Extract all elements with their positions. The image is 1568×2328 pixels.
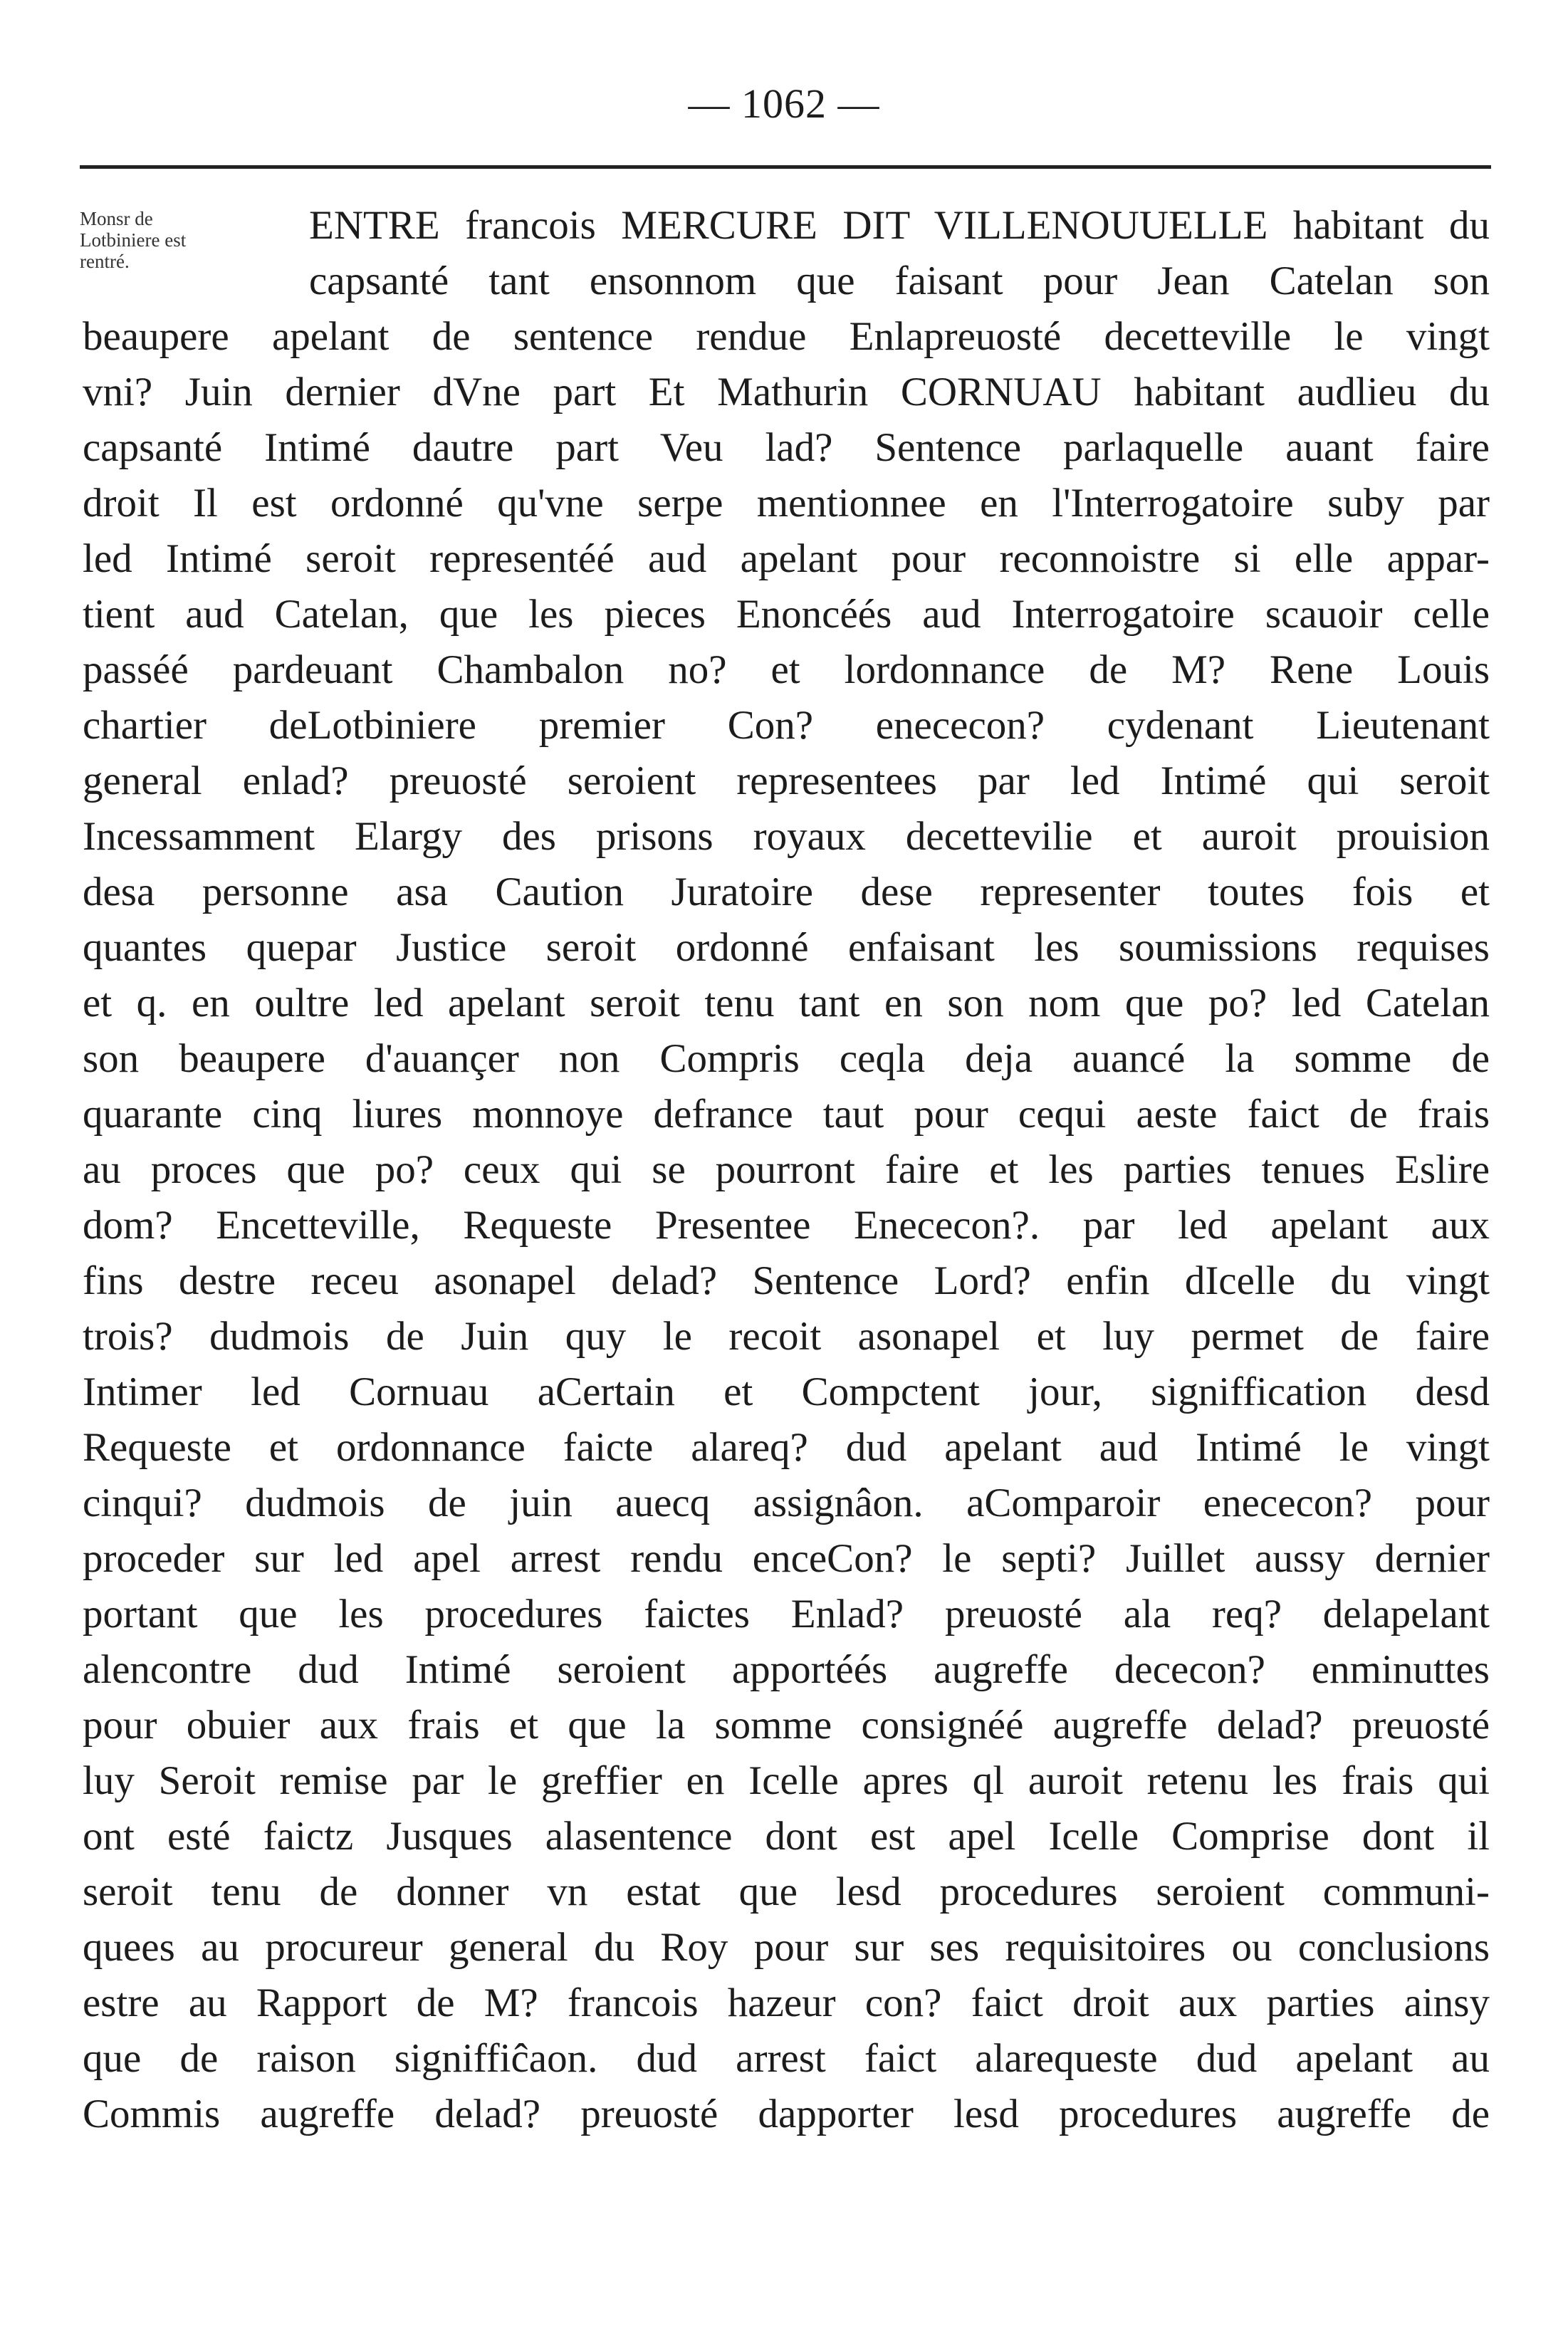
- margin-note-line: Monsr de: [80, 208, 153, 229]
- text-line: chartier deLotbiniere premier Con? enececon? cydenant Lieutenant: [83, 703, 1490, 748]
- text-line: pour obuier aux frais et que la somme consignéé augreffe delad? preuosté: [83, 1703, 1490, 1748]
- text-line: Incessamment Elargy des prisons royaux decettevilie et auroit prouision: [83, 814, 1490, 859]
- text-line: capsanté Intimé dautre part Veu lad? Sentence parlaquelle auant faire: [83, 425, 1490, 470]
- text-line: quantes quepar Justice seroit ordonné enfaisant les soumissions requises: [83, 925, 1490, 970]
- text-line: ont esté faictz Jusques alasentence dont est apel Icelle Comprise dont il: [83, 1814, 1490, 1859]
- text-line: seroit tenu de donner vn estat que lesd procedures seroient communi-: [83, 1869, 1490, 1914]
- text-line: fins destre receu asonapel delad? Sentence Lord? enfin dIcelle du vingt: [83, 1258, 1490, 1303]
- text-line: que de raison signiffiĉaon. dud arrest faict alarequeste dud apelant au: [83, 2036, 1490, 2081]
- text-line: dom? Encetteville, Requeste Presentee Enececon?. par led apelant aux: [83, 1203, 1490, 1248]
- text-line: son beaupere d'auançer non Compris ceqla deja auancé la somme de: [83, 1036, 1490, 1081]
- text-line: Intimer led Cornuau aCertain et Compctent jour, signiffication desd: [83, 1369, 1490, 1414]
- text-line: desa personne asa Caution Juratoire dese representer toutes fois et: [83, 870, 1490, 914]
- text-line: capsanté tant ensonnom que faisant pour Jean Catelan son: [309, 259, 1490, 303]
- text-line: droit Il est ordonné qu'vne serpe mentionnee en l'Interrogatoire suby par: [83, 481, 1490, 526]
- text-line: passéé pardeuant Chambalon no? et lordonnance de M? Rene Louis: [83, 647, 1490, 692]
- text-line: luy Seroit remise par le greffier en Icelle apres ql auroit retenu les frais qui: [83, 1758, 1490, 1803]
- text-line: trois? dudmois de Juin quy le recoit asonapel et luy permet de faire: [83, 1314, 1490, 1359]
- text-line: alencontre dud Intimé seroient apportéés augreffe dececon? enminuttes: [83, 1647, 1490, 1692]
- text-line: Commis augreffe delad? preuosté dapporter lesd procedures augreffe de: [83, 2092, 1490, 2136]
- margin-note-line: rentré.: [80, 251, 130, 272]
- margin-note-line: Lotbiniere est: [80, 229, 187, 251]
- page-number: — 1062 —: [688, 80, 880, 127]
- body-text: [83, 198, 1490, 2142]
- text-line: au proces que po? ceux qui se pourront faire et les parties tenues Eslire: [83, 1147, 1490, 1192]
- text-line: proceder sur led apel arrest rendu enceCon? le septi? Juillet aussy dernier: [83, 1536, 1490, 1581]
- text-line: Requeste et ordonnance faicte alareq? dud apelant aud Intimé le vingt: [83, 1425, 1490, 1470]
- text-line: quarante cinq liures monnoye defrance taut pour cequi aeste faict de frais: [83, 1092, 1490, 1137]
- text-line: portant que les procedures faictes Enlad? preuosté ala req? delapelant: [83, 1592, 1490, 1637]
- text-line: estre au Rapport de M? francois hazeur con? faict droit aux parties ainsy: [83, 1980, 1490, 2025]
- text-line: beaupere apelant de sentence rendue Enlapreuosté decetteville le vingt: [83, 314, 1490, 359]
- header-rule: [80, 165, 1491, 169]
- text-line: led Intimé seroit representéé aud apelant pour reconnoistre si elle appar-: [83, 536, 1490, 581]
- text-line: tient aud Catelan, que les pieces Enoncéés aud Interrogatoire scauoir celle: [83, 592, 1490, 637]
- text-line: vni? Juin dernier dVne part Et Mathurin CORNUAU habitant audlieu du: [83, 370, 1490, 414]
- text-line: ENTRE francois MERCURE DIT VILLENOUUELLE habitant du: [309, 203, 1490, 248]
- text-line: quees au procureur general du Roy pour sur ses requisitoires ou conclusions: [83, 1925, 1490, 1970]
- text-line: cinqui? dudmois de juin auecq assignâon. aComparoir enececon? pour: [83, 1481, 1490, 1525]
- text-line: et q. en oultre led apelant seroit tenu tant en son nom que po? led Catelan: [83, 981, 1490, 1025]
- text-line: general enlad? preuosté seroient representees par led Intimé qui seroit: [83, 758, 1490, 803]
